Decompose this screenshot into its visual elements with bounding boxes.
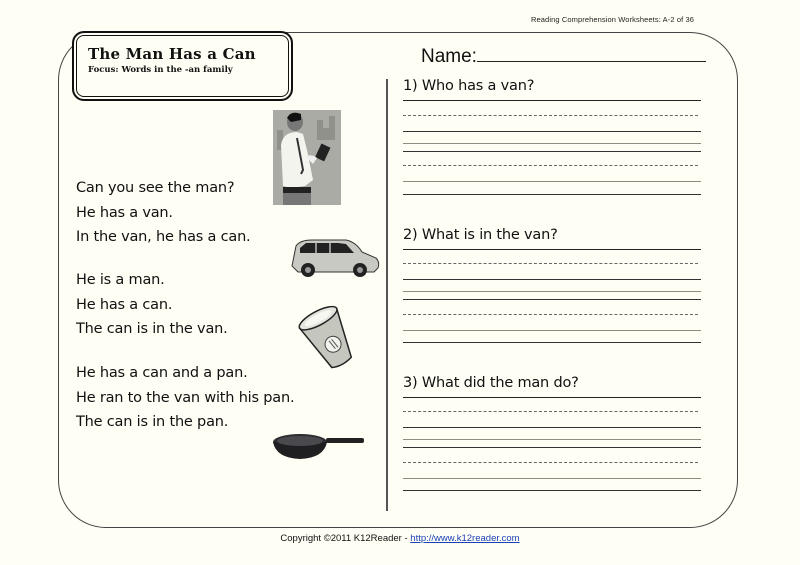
van-image <box>288 236 383 281</box>
man-image <box>273 110 343 206</box>
story-line: He has a can. <box>76 296 173 313</box>
story-line: He has a van. <box>76 204 173 221</box>
answer-lines-1[interactable] <box>403 101 701 201</box>
baseline <box>403 181 701 182</box>
baseline <box>403 478 701 479</box>
midline-dashed <box>403 263 698 264</box>
baseline <box>403 279 701 280</box>
midline-dashed <box>403 314 698 315</box>
descender-line <box>403 291 701 292</box>
descender-line <box>403 143 701 144</box>
descender-line <box>403 342 701 343</box>
pan-image <box>272 428 372 462</box>
question-2-text: 2) What is in the van? <box>403 227 701 250</box>
worksheet-series-label: Reading Comprehension Worksheets: A-2 of 36 <box>531 15 695 24</box>
question-1-text: 1) Who has a van? <box>403 78 701 101</box>
story-paragraph-1 <box>76 176 250 250</box>
worksheet-title: The Man Has a Can <box>88 45 256 63</box>
descender-line <box>403 439 701 440</box>
footer <box>0 533 800 544</box>
story-paragraph-3 <box>76 361 294 435</box>
story-line: He is a man. <box>76 272 165 288</box>
name-blank[interactable] <box>477 44 706 62</box>
top-line <box>403 447 701 448</box>
top-line <box>403 299 701 300</box>
baseline <box>403 330 701 331</box>
story-line: He has a can and a pan. <box>76 365 248 381</box>
midline-dashed <box>403 411 698 412</box>
answer-lines-3[interactable] <box>403 398 701 498</box>
copyright-text: Copyright ©2011 K12Reader - <box>280 533 411 544</box>
top-line <box>403 151 701 152</box>
midline-dashed <box>403 462 698 463</box>
baseline <box>403 131 701 132</box>
story-paragraph-2 <box>76 268 228 342</box>
answer-lines-2[interactable] <box>403 250 701 350</box>
midline-dashed <box>403 115 698 116</box>
name-label: Name: <box>421 46 477 67</box>
story-line: Can you see the man? <box>76 180 235 196</box>
story-line: In the van, he has a can. <box>76 229 251 245</box>
midline-dashed <box>403 165 698 166</box>
k12reader-link[interactable]: http://www.k12reader.com <box>410 533 520 544</box>
story-line: The can is in the pan. <box>76 414 229 430</box>
story-line: The can is in the van. <box>76 321 228 337</box>
question-2 <box>403 227 701 350</box>
descender-line <box>403 490 701 491</box>
question-3-text: 3) What did the man do? <box>403 375 701 398</box>
descender-line <box>403 194 701 195</box>
column-divider <box>386 79 388 511</box>
story-line: He ran to the van with his pan. <box>76 389 295 406</box>
baseline <box>403 427 701 428</box>
question-3 <box>403 375 701 498</box>
name-field[interactable] <box>421 44 706 68</box>
can-image <box>296 304 360 374</box>
worksheet-focus: Focus: Words in the -an family <box>88 65 233 75</box>
question-1 <box>403 78 701 201</box>
title-box <box>72 31 293 101</box>
